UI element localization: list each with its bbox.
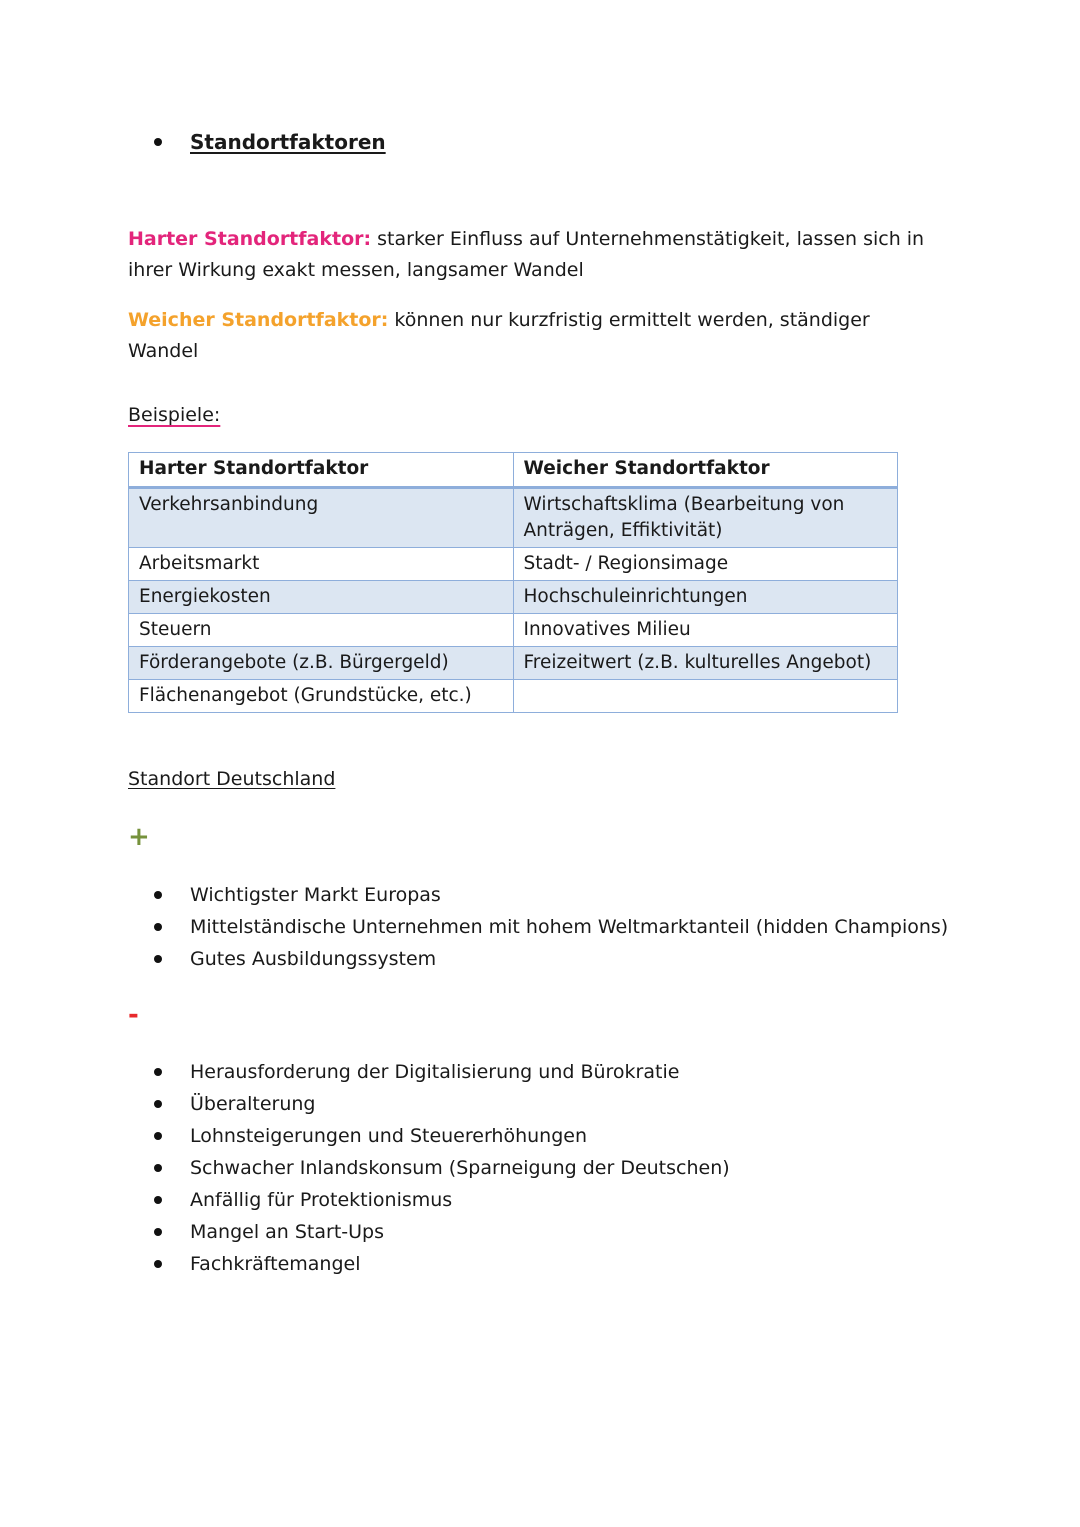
list-item [150, 1152, 730, 1184]
list-item-text: Lohnsteigerungen und Steuererhöhungen [190, 1125, 588, 1147]
cons-list [150, 1056, 730, 1280]
table-cell: Wirtschaftsklima (Bearbeitung von Anträgen, Effiktivität) [513, 488, 898, 548]
list-item-text: Herausforderung der Digitalisierung und Bürokratie [190, 1061, 680, 1083]
list-item [150, 1120, 730, 1152]
table-row [129, 614, 898, 647]
table-cell: Freizeitwert (z.B. kulturelles Angebot) [513, 647, 898, 680]
table-cell: Stadt- / Regionsimage [513, 548, 898, 581]
list-item [150, 911, 948, 943]
list-item-text: Gutes Ausbildungssystem [190, 948, 437, 970]
list-item-text: Anfällig für Protektionismus [190, 1189, 453, 1211]
table-cell: Energiekosten [129, 581, 514, 614]
bullet-icon [154, 1260, 162, 1268]
list-item [150, 943, 948, 975]
germany-title: Standort Deutschland [128, 768, 336, 790]
bullet-icon [154, 1196, 162, 1204]
list-item [150, 1056, 730, 1088]
bullet-icon [154, 1068, 162, 1076]
table-row [129, 680, 898, 713]
table-cell: Steuern [129, 614, 514, 647]
bullet-icon [154, 138, 162, 146]
bullet-icon [154, 891, 162, 899]
table-row [129, 488, 898, 548]
soft-factor-text: können nur kurzfristig ermittelt werden, ständiger Wandel [128, 309, 870, 362]
factors-table [128, 452, 898, 713]
list-item [150, 1248, 730, 1280]
list-item-text: Mangel an Start-Ups [190, 1221, 385, 1243]
hard-factor-definition [128, 224, 928, 286]
bullet-icon [154, 955, 162, 963]
table-cell: Flächenangebot (Grundstücke, etc.) [129, 680, 514, 713]
soft-factor-definition [128, 305, 928, 367]
list-item [150, 879, 948, 911]
table-cell: Innovatives Milieu [513, 614, 898, 647]
bullet-icon [154, 1100, 162, 1108]
list-item-text: Fachkräftemangel [190, 1253, 361, 1275]
pros-list [150, 879, 948, 975]
bullet-icon [154, 1132, 162, 1140]
list-item-text: Schwacher Inlandskonsum (Sparneigung der Deutschen) [190, 1157, 730, 1179]
table-cell: Förderangebote (z.B. Bürgergeld) [129, 647, 514, 680]
list-item [150, 1216, 730, 1248]
table-cell [513, 680, 898, 713]
list-item [150, 1088, 730, 1120]
bullet-icon [154, 1228, 162, 1236]
table-cell: Verkehrsanbindung [129, 488, 514, 548]
heading-text: Standortfaktoren [190, 130, 386, 154]
table-row [129, 581, 898, 614]
hard-factor-text: starker Einfluss auf Unternehmenstätigkeit, lassen sich in ihrer Wirkung exakt messen, langsamer Wandel [128, 228, 925, 281]
examples-label: Beispiele: [128, 404, 221, 426]
soft-factor-label: Weicher Standortfaktor: [128, 309, 389, 331]
table-cell: Hochschuleinrichtungen [513, 581, 898, 614]
minus-sign: - [128, 1000, 139, 1030]
section-heading [150, 130, 386, 154]
table-header-row [129, 453, 898, 488]
list-item-text: Wichtigster Markt Europas [190, 884, 441, 906]
plus-sign: + [128, 822, 150, 852]
list-item-text: Überalterung [190, 1093, 316, 1115]
table-header-soft: Weicher Standortfaktor [513, 453, 898, 488]
bullet-icon [154, 923, 162, 931]
table-header-hard: Harter Standortfaktor [129, 453, 514, 488]
table-row [129, 548, 898, 581]
list-item-text: Mittelständische Unternehmen mit hohem Weltmarktanteil (hidden Champions) [190, 916, 949, 938]
table-row [129, 647, 898, 680]
bullet-icon [154, 1164, 162, 1172]
list-item [150, 1184, 730, 1216]
hard-factor-label: Harter Standortfaktor: [128, 228, 372, 250]
table-cell: Arbeitsmarkt [129, 548, 514, 581]
